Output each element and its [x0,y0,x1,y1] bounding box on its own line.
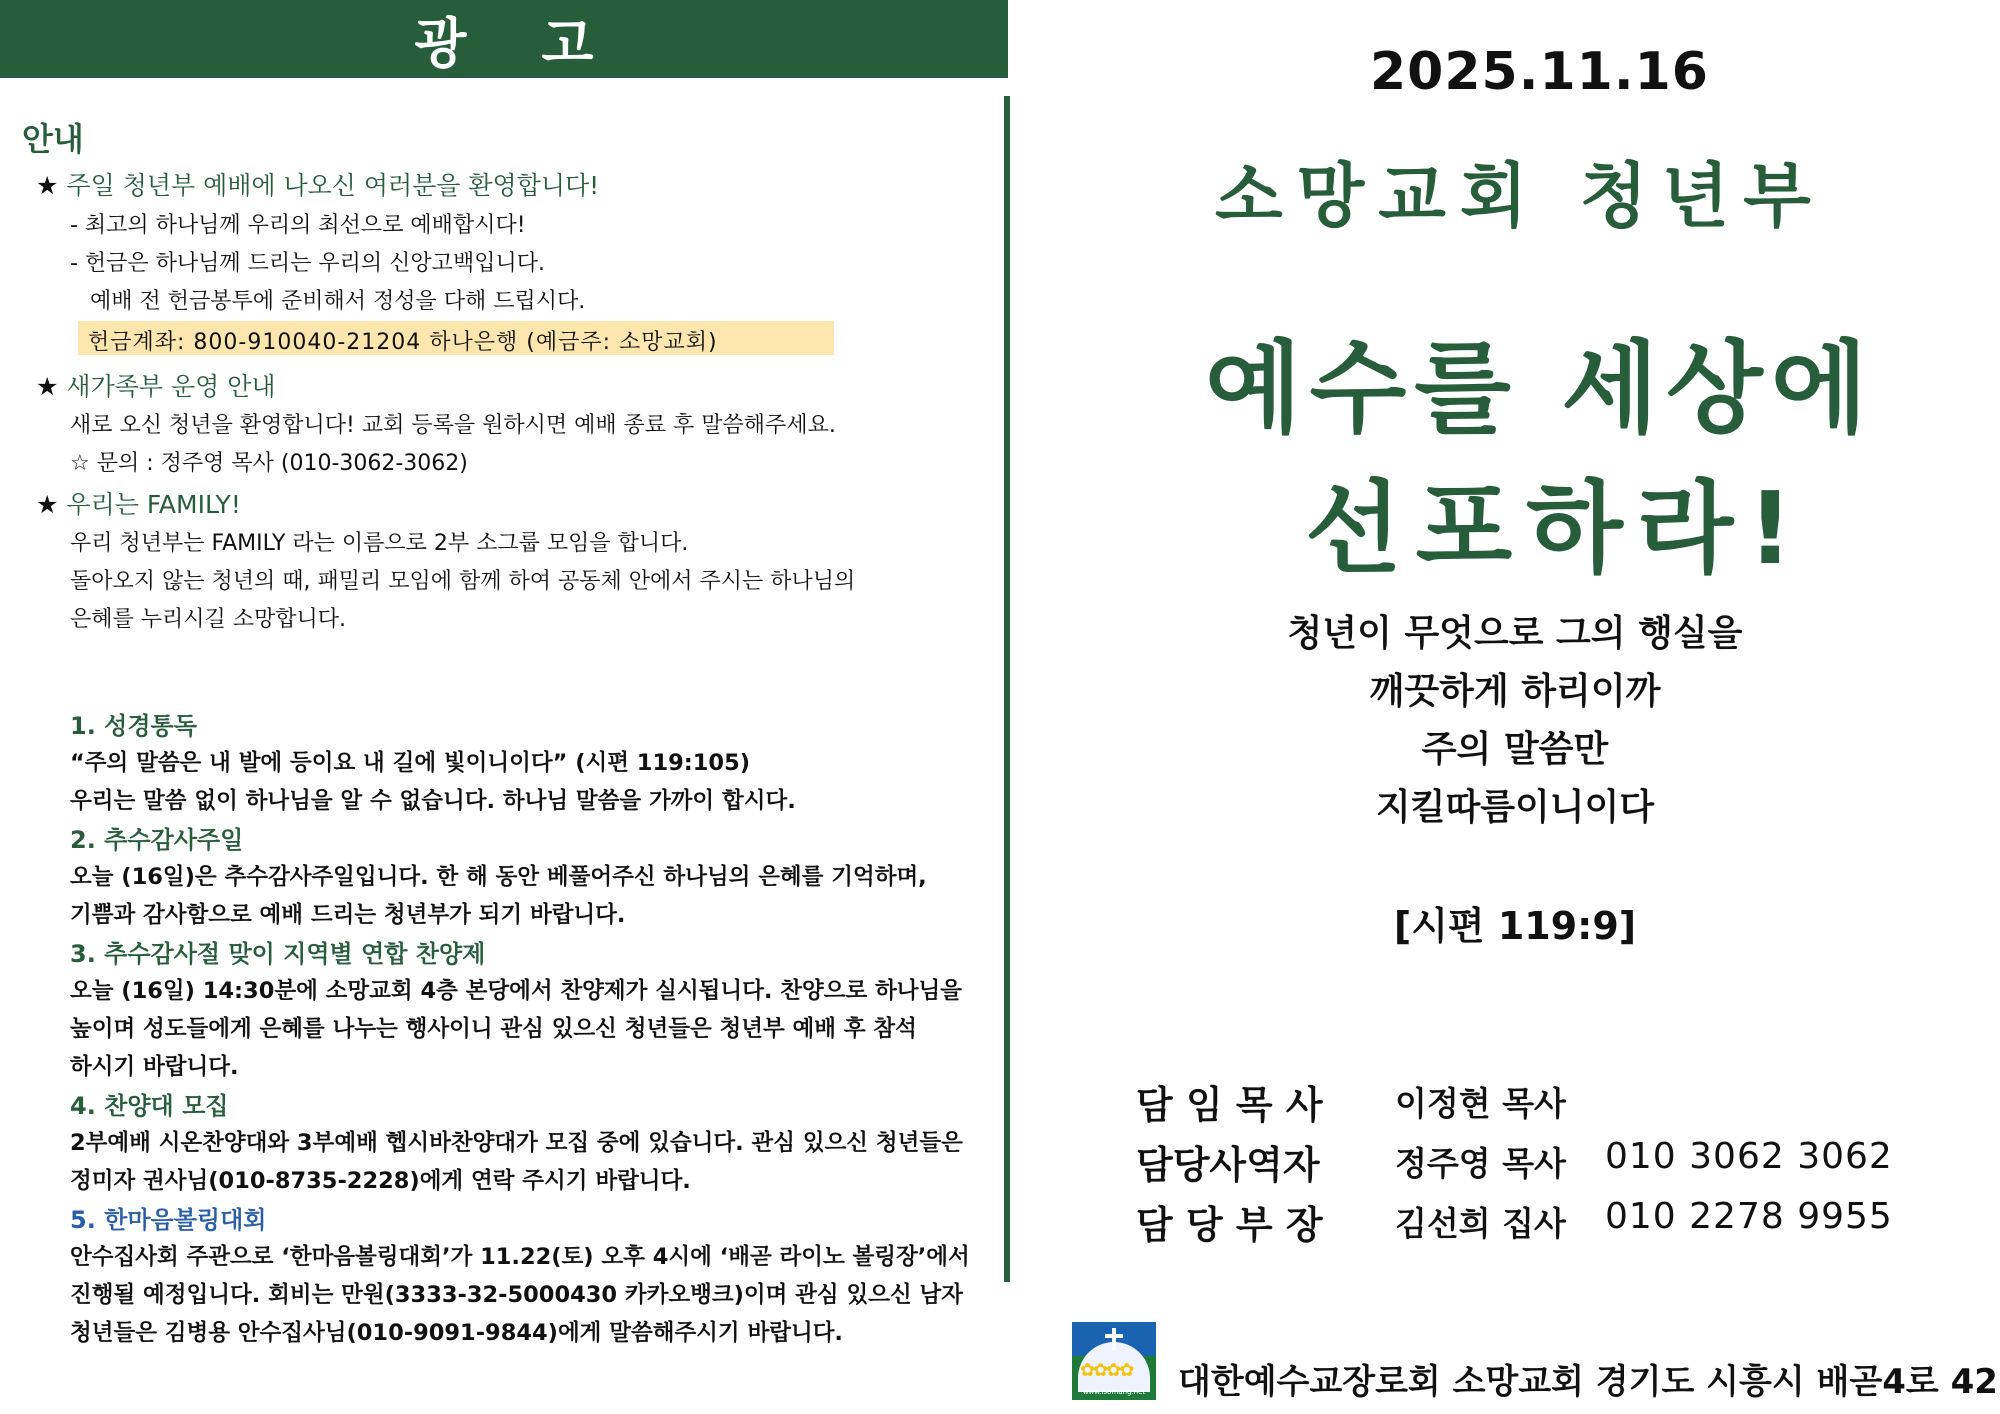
notice-item-title: 새가족부 운영 안내 [66,372,276,401]
announcement-title: 2. 추수감사주일 [70,826,244,854]
notice-line: ☆ 문의 : 정주영 목사 (010-3062-3062) [70,451,468,476]
staff-name: 정주영 목사 [1395,1144,1566,1183]
bulletin-date: 2025.11.16 [1370,42,1709,102]
verse-reference: [시편 119:9] [1393,904,1637,948]
offering-account-highlight [78,321,834,355]
verse-line: 지킬따름이니이다 [1375,787,1655,828]
notice-line: 우리 청년부는 FAMILY 라는 이름으로 2부 소그룹 모임을 합니다. [70,531,689,556]
announcement-line: 기쁨과 감사함으로 예배 드리는 청년부가 되기 바랍니다. [70,902,626,928]
announcement-line: “주의 말씀은 내 발에 등이요 내 길에 빛이니이다” (시편 119:105) [70,750,751,776]
announcement-title: 4. 찬양대 모집 [70,1092,229,1120]
announcement-line: 정미자 권사님(010-8735-2228)에게 연락 주시기 바랍니다. [70,1168,691,1194]
announcement-line: 하시기 바랍니다. [70,1054,239,1080]
verse-line: 주의 말씀만 [1421,729,1609,770]
announcement-banner [0,0,1008,78]
staff-role: 담 임 목 사 [1136,1083,1323,1127]
cross-icon [1112,1328,1116,1350]
staff-name: 김선희 집사 [1395,1204,1566,1243]
announcement-line: 안수집사회 주관으로 ‘한마음볼링대회’가 11.22(토) 오후 4시에 ‘배곧 라이노 볼링장’에서 [70,1244,970,1270]
announcement-line: 오늘 (16일) 14:30분에 소망교회 4층 본당에서 찬양제가 실시됩니다. 찬양으로 하나님을 [70,978,962,1004]
announcement-title: 5. 한마음볼링대회 [70,1206,267,1234]
notice-line: 예배 전 헌금봉투에 준비해서 정성을 다해 드립시다. [90,289,586,314]
notice-item-title: 주일 청년부 예배에 나오신 여러분을 환영합니다! [66,171,600,200]
notice-section-title: 안내 [22,120,84,158]
verse-line: 청년이 무엇으로 그의 행실을 [1287,613,1743,654]
offering-account-text: 헌금계좌: 800-910040-21204 하나은행 (예금주: 소망교회) [88,330,718,355]
cross-icon-bar [1105,1334,1123,1338]
announcement-title: 3. 추수감사절 맞이 지역별 연합 찬양제 [70,940,486,968]
panel-divider [1004,96,1010,1282]
staff-name: 이정현 목사 [1395,1084,1566,1123]
star-icon: ★ [36,372,59,401]
announcement-line: 진행될 예정입니다. 회비는 만원(3333-32-5000430 카카오뱅크)이며 관심 있으신 남자 [70,1282,963,1308]
announcement-line: 2부예배 시온찬양대와 3부예배 헵시바찬양대가 모집 중에 있습니다. 관심 있으신 청년들은 [70,1130,963,1156]
slogan-line-1: 예수를 세상에 [1205,330,1876,447]
staff-phone: 010 2278 9955 [1605,1196,1893,1237]
verse-line: 깨끗하게 하리이까 [1369,671,1661,712]
banner-title: 광 고 [414,11,622,75]
notice-line: - 최고의 하나님께 우리의 최선으로 예배합시다! [70,213,526,238]
notice-item-newfamily [36,367,276,403]
footer-church-address: 대한예수교장로회 소망교회 경기도 시흥시 배곧4로 42 [1178,1362,1998,1402]
notice-line: - 헌금은 하나님께 드리는 우리의 신앙고백입니다. [70,251,545,276]
notice-item-welcome [36,166,599,202]
staff-role: 담당사역자 [1136,1143,1320,1187]
announcement-line: 청년들은 김병용 안수집사님(010-9091-9844)에게 말씀해주시기 바랍니다. [70,1320,843,1346]
notice-line: 돌아오지 않는 청년의 때, 패밀리 모임에 함께 하여 공동체 안에서 주시는 하나님의 [70,569,856,594]
notice-line: 은혜를 누리시길 소망합니다. [70,607,347,632]
notice-item-title: 우리는 FAMILY! [66,490,241,519]
staff-phone: 010 3062 3062 [1605,1136,1893,1177]
announcement-line: 높이며 성도들에게 은혜를 나누는 행사이니 관심 있으신 청년들은 청년부 예배 후 참석 [70,1016,917,1042]
star-icon: ★ [36,171,59,200]
announcement-line: 우리는 말씀 없이 하나님을 알 수 없습니다. 하나님 말씀을 가까이 합시다. [70,788,796,814]
church-logo-icon [1072,1322,1156,1400]
star-icon: ★ [36,490,59,519]
announcement-title: 1. 성경통독 [70,712,197,740]
notice-item-family [36,485,241,521]
flower-icon: ✿✿✿✿ [1080,1360,1133,1381]
church-name-title: 소망교회 청년부 [1215,155,1825,237]
notice-line: 새로 오신 청년을 환영합니다! 교회 등록을 원하시면 예배 종료 후 말씀해주세요. [70,413,836,438]
slogan-line-2: 선포하라! [1305,470,1808,587]
announcement-line: 오늘 (16일)은 추수감사주일입니다. 한 해 동안 베풀어주신 하나님의 은혜를 기억하며, [70,864,927,890]
staff-role: 담 당 부 장 [1136,1203,1323,1247]
logo-url-text: www.isomang.net [1082,1388,1146,1396]
